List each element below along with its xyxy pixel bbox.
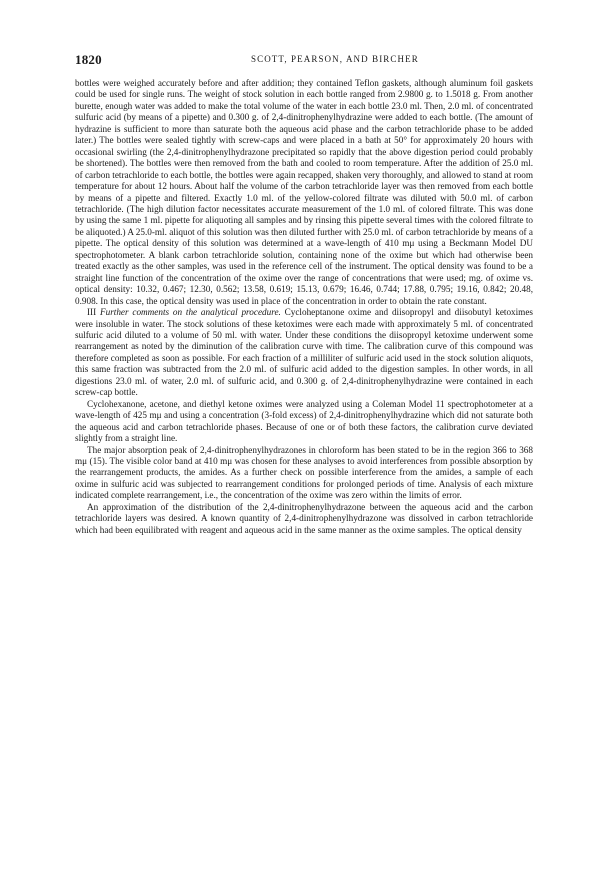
- paragraph-oximes-analyzed: Cyclohexanone, acetone, and diethyl ketone oximes were analyzed using a Coleman Model 11 spectrophotometer at a wave-length of 425 mμ and using a concentration (3-fold excess) of 2,4-dinitrophenylhydrazine which did not saturate both the aqueous acid and carbon tetrachloride phases. Because of one or of both these factors, the calibration curve deviated slightly from a straight line.: [75, 398, 533, 444]
- section-heading: Further comments on the analytical procedure.: [99, 307, 281, 318]
- paragraph-distribution: An approximation of the distribution of the 2,4-dinitrophenylhydrazone between the aqueous acid and the carbon tetrachloride layers was desired. A known quantity of 2,4-dinitrophenylhydrazone was dissolved in carbon tetrachloride which had been equilibrated with reagent and aqueous acid in the same manner as the oxime samples. The optical density: [75, 501, 533, 535]
- paragraph-text: Cycloheptanone oxime and diisopropyl and diisobutyl ketoximes were insoluble in water. The stock solutions of these ketoximes were each made with approximately 5 ml. of concentrated sulfuric acid diluted to a volume of 50 ml. with water. Under these conditions the diisopropyl ketoxime underwent some rearrangement as noted by the diminution of the calibration curve with time. The calibration curve of this compound was therefore completed as soon as possible. For each fraction of a milliliter of sulfuric acid used in the stock solution aliquots, this same fraction was subtracted from the 2.0 ml. of sulfuric acid added to the digestion samples. In other words, in all digestions 23.0 ml. of water, 2.0 ml. of sulfuric acid, and 0.300 g. of 2,4-dinitrophenylhydrazine were contained in each screw-cap bottle.: [75, 307, 533, 398]
- paragraph-further-comments: [75, 307, 533, 399]
- section-number: III: [87, 307, 100, 318]
- article-body: [75, 78, 533, 536]
- running-head: SCOTT, PEARSON, AND BIRCHER: [251, 54, 419, 64]
- page-header: [75, 52, 535, 72]
- paragraph-absorption-peak: The major absorption peak of 2,4-dinitrophenylhydrazones in chloroform has been stated to be in the region 366 to 368 mμ (15). The visible color band at 410 mμ was chosen for these analyses to avoid interferences from possible absorption by the rearrangement products, the amides. As a further check on possible interference from the amides, a sample of each oxime in sulfuric acid was subjected to rearrangement conditions for prolonged periods of time. Analysis of each mixture indicated complete rearrangement, i.e., the concentration of the oxime was zero within the limits of error.: [75, 444, 533, 501]
- page-number: 1820: [75, 52, 102, 67]
- paragraph-procedure-continued: bottles were weighed accurately before and after addition; they contained Teflon gaskets, although aluminum foil gaskets could be used for single runs. The weight of stock solution in each bottle ranged from 2.9800 g. to 1.5018 g. From another burette, enough water was added to make the total volume of the water in each bottle 23.0 ml. Then, 2.0 ml. of concentrated sulfuric acid (by means of a pipette) and 0.300 g. of 2,4-dinitrophenylhydrazine were added to each bottle. (The amount of hydrazine is sufficient to more than saturate both the aqueous acid phase and the carbon tetrachloride phase to be added later.) The bottles were sealed tightly with screw-caps and were placed in a bath at 50° for approximately 20 hours with occasional swirling (the 2,4-dinitrophenylhydrazone precipitated so rapidly that the above digestion period could probably be shortened). The bottles were then removed from the bath and cooled to room temperature. After the addition of 25.0 ml. of carbon tetrachloride to each bottle, the bottles were again recapped, shaken very thoroughly, and allowed to stand at room temperature for about 12 hours. About half the volume of the carbon tetrachloride layer was then removed from each bottle by means of a pipette and filtered. Exactly 1.0 ml. of the yellow-colored filtrate was diluted with 50.0 ml. of carbon tetrachloride. (The high dilution factor necessitates accurate measurement of the 1.0 ml. of colored filtrate. This was done by using the same 1 ml. pipette for aliquoting all samples and by rinsing this pipette several times with the colored filtrate to be aliquoted.) A 25.0-ml. aliquot of this solution was then diluted further with 25.0 ml. of carbon tetrachloride by means of a pipette. The optical density of this solution was determined at a wave-length of 410 mμ using a Beckmann Model DU spectrophotometer. A blank carbon tetrachloride solution, containing none of the oxime but which had otherwise been treated exactly as the other samples, was used in the reference cell of the instrument. The optical density was found to be a straight line function of the concentration of the oxime over the range of concentrations that were used; mg. of oxime vs. optical density: 10.32, 0.467; 12.30, 0.562; 13.58, 0.619; 15.13, 0.679; 16.46, 0.744; 17.88, 0.795; 19.16, 0.842; 20.48, 0.908. In this case, the optical density was used in place of the concentration in order to obtain the rate constant.: [75, 78, 533, 306]
